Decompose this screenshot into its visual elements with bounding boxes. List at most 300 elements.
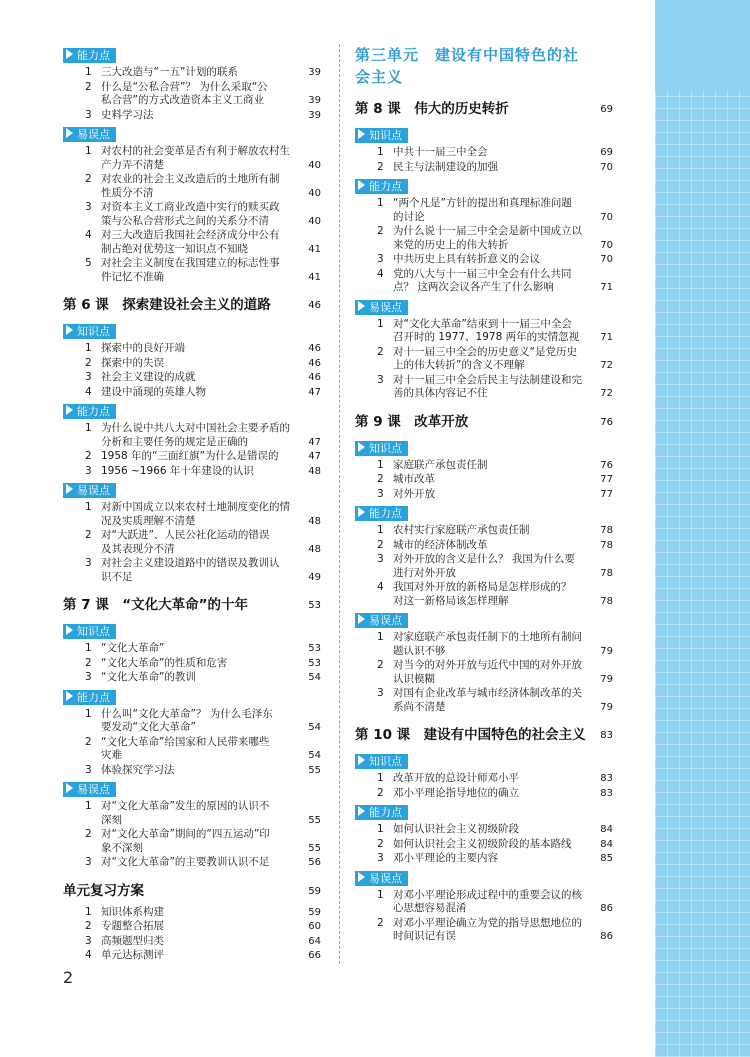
toc-entry-number: 2 <box>85 450 92 462</box>
section-tag-row <box>355 175 613 196</box>
section-tag-ability <box>63 404 116 419</box>
toc-entry-number: 1 <box>377 631 384 643</box>
toc-entry-line: 系尚不清楚 <box>393 700 446 713</box>
toc-entry-line: 中共十一届三中全会 <box>393 146 488 158</box>
toc-entry-line: “文化大革命”的性质和危害 <box>101 656 228 669</box>
section-tag-row <box>355 124 613 145</box>
lesson-title: 第 7 课 “文化大革命”的十年 <box>63 597 249 613</box>
play-arrow-icon <box>358 507 365 517</box>
toc-entry-line: 为什么说十一届三中全会是新中国成立以 <box>393 225 582 237</box>
toc-entry-line: 社会主义建设的成就 <box>101 371 196 383</box>
toc-entry-page-number: 64 <box>308 935 321 947</box>
toc-entry[interactable] <box>63 671 321 685</box>
toc-entry-number: 3 <box>85 763 92 776</box>
toc-entry-number: 2 <box>85 529 92 541</box>
section-tag-row <box>63 44 321 65</box>
toc-entry-page-number: 40 <box>308 187 321 199</box>
toc-entry-page-number: 54 <box>308 672 321 683</box>
toc-entry-line: 1958 年的“三面红旗”为什么是错误的 <box>101 450 279 462</box>
toc-entry-number: 3 <box>377 553 384 565</box>
toc-entry-page-number: 56 <box>308 857 321 868</box>
toc-entry-number: 1 <box>85 800 92 812</box>
lesson-heading[interactable] <box>63 596 321 614</box>
section-tag-label: 易误点 <box>77 484 110 497</box>
section-tag-row <box>63 686 321 707</box>
toc-entry[interactable] <box>63 501 321 528</box>
toc-entry-number: 3 <box>377 373 384 386</box>
section-tag-row <box>63 479 321 500</box>
toc-entry-text <box>101 501 297 528</box>
toc-entry-number: 3 <box>85 108 92 121</box>
section-tag-error <box>63 782 116 797</box>
toc-entry-text <box>101 145 297 172</box>
toc-entry-line: 民主与法制建设的加强 <box>393 160 498 173</box>
toc-entry-page-number: 48 <box>308 465 321 477</box>
toc-entry-text <box>101 657 297 671</box>
toc-entry-page-number: 70 <box>600 239 613 251</box>
toc-entry-number: 4 <box>85 229 92 241</box>
lesson-page-number: 59 <box>308 885 321 897</box>
toc-entry-number: 2 <box>377 160 384 173</box>
toc-entry[interactable] <box>63 657 321 671</box>
toc-entry-line: 对“文化大革命”的主要教训认识不足 <box>101 856 270 868</box>
toc-entry-text <box>101 800 297 827</box>
toc-entry-line: 农村实行家庭联产承包责任制 <box>393 524 530 536</box>
toc-entry-line: “文化大革命” <box>101 642 165 654</box>
toc-entry-text <box>101 229 297 256</box>
toc-entry-page-number: 78 <box>600 525 613 536</box>
section-tag-label: 能力点 <box>77 49 110 62</box>
toc-entry-line: 召开时的 1977、1978 两年的实情忽视 <box>393 331 580 343</box>
toc-entry[interactable] <box>63 257 321 284</box>
toc-entry-page-number: 54 <box>308 750 321 761</box>
toc-entry-page-number: 77 <box>600 488 613 500</box>
section-tag-error <box>355 871 408 886</box>
toc-entry-line: 及其表现分不清 <box>101 542 175 555</box>
toc-entry-text <box>393 659 589 686</box>
toc-entry[interactable] <box>355 631 613 658</box>
toc-entry[interactable] <box>63 529 321 556</box>
toc-entry-line: “文化大革命”的教训 <box>101 671 196 683</box>
section-tag-label: 知识点 <box>77 325 110 338</box>
toc-entry-line: 来党的历史上的伟大转折 <box>393 238 509 251</box>
toc-entry[interactable] <box>63 642 321 656</box>
toc-entry-text <box>393 852 589 866</box>
toc-entry[interactable] <box>63 906 321 920</box>
lesson-title: 第 9 课 改革开放 <box>355 413 469 430</box>
toc-entry[interactable] <box>63 422 321 449</box>
toc-entry[interactable] <box>63 920 321 934</box>
lesson-page-number: 83 <box>600 730 613 741</box>
toc-entry-number: 3 <box>377 687 384 699</box>
toc-entry-page-number: 72 <box>600 360 613 371</box>
play-arrow-icon <box>66 325 73 335</box>
toc-entry[interactable] <box>63 856 321 870</box>
toc-entry-page-number: 86 <box>600 931 613 942</box>
play-arrow-icon <box>66 625 73 635</box>
toc-entry-page-number: 48 <box>308 543 321 555</box>
toc-entry-text <box>393 318 589 345</box>
toc-entry[interactable] <box>355 374 613 401</box>
lesson-title: 第 6 课 探索建设社会主义的道路 <box>63 297 271 313</box>
toc-entry[interactable] <box>63 386 321 400</box>
toc-entry[interactable] <box>355 687 613 714</box>
toc-entry-number: 1 <box>85 66 92 78</box>
toc-entry-text <box>101 935 297 949</box>
toc-entry-page-number: 79 <box>600 701 613 713</box>
lesson-title: 单元复习方案 <box>63 882 144 899</box>
toc-entry-text <box>393 524 589 538</box>
toc-entry-page-number: 59 <box>308 906 321 918</box>
toc-entry-line: 进行对外开放 <box>393 566 456 579</box>
toc-entry-line: 单元达标测评 <box>101 949 164 961</box>
toc-entry-line: 我国对外开放的新格局是怎样形成的？ <box>393 581 572 593</box>
toc-entry-line: 对“大跃进”、人民公社化运动的错误 <box>101 529 270 541</box>
toc-entry-page-number: 40 <box>308 159 321 171</box>
section-tag-label: 能力点 <box>369 507 402 520</box>
toc-entry-line: 时间识记有误 <box>393 930 456 942</box>
toc-entry-line: 探索中的良好开端 <box>101 342 185 354</box>
toc-entry[interactable] <box>355 268 613 295</box>
toc-entry-number: 1 <box>85 905 92 918</box>
toc-entry-line: 专题整合拓展 <box>101 920 164 932</box>
toc-entry-number: 2 <box>377 837 384 850</box>
toc-entry-number: 2 <box>85 735 92 748</box>
toc-entry-page-number: 76 <box>600 459 613 471</box>
toc-entry-text <box>101 109 297 123</box>
toc-entry[interactable] <box>63 450 321 464</box>
toc-entry-number: 4 <box>377 581 384 593</box>
toc-entry[interactable] <box>355 539 613 553</box>
toc-entry[interactable] <box>63 81 321 108</box>
toc-entry[interactable] <box>63 201 321 228</box>
toc-entry-number: 3 <box>85 557 92 569</box>
toc-entry[interactable] <box>63 465 321 479</box>
toc-entry-line: 对国有企业改革与城市经济体制改革的关 <box>393 687 582 699</box>
section-tag-row <box>355 750 613 771</box>
unit-title-line: 第三单元 建设有中国特色的社 <box>355 46 580 64</box>
toc-entry-page-number: 71 <box>600 282 613 293</box>
lesson-heading[interactable] <box>355 726 613 744</box>
toc-entry-number: 2 <box>377 786 384 799</box>
toc-entry-line: 分析和主要任务的规定是正确的 <box>101 435 248 448</box>
toc-entry[interactable] <box>63 371 321 385</box>
toc-entry-line: 知识体系构建 <box>101 905 164 918</box>
toc-entry-line: 城市改革 <box>393 473 435 485</box>
toc-entry-text <box>101 81 297 108</box>
toc-entry-number: 3 <box>377 253 384 265</box>
column-divider <box>339 44 340 964</box>
toc-entry-line: 识不足 <box>101 570 133 583</box>
toc-entry-number: 1 <box>85 145 92 157</box>
section-tag-row <box>355 437 613 458</box>
toc-entry-line: 对邓小平理论形成过程中的重要会议的核 <box>393 888 582 901</box>
section-tag-ability <box>355 805 408 820</box>
toc-entry-line: 1956 ~1966 年十年建设的认识 <box>101 464 254 477</box>
toc-entry-page-number: 41 <box>308 243 321 255</box>
play-arrow-icon <box>66 783 73 793</box>
section-tag-label: 能力点 <box>77 405 110 418</box>
toc-entry-line: 对外开放的含义是什么？ 我国为什么要 <box>393 553 575 565</box>
section-tag-ability <box>63 48 116 63</box>
toc-entry-text <box>393 581 589 608</box>
toc-entry-number: 2 <box>85 920 92 932</box>
section-tag-error <box>355 300 408 315</box>
toc-entry[interactable] <box>355 659 613 686</box>
lesson-title: 第 10 课 建设有中国特色的社会主义 <box>355 727 586 743</box>
toc-entry-page-number: 55 <box>308 764 321 776</box>
toc-entry-text <box>101 342 297 356</box>
toc-entry-number: 1 <box>377 823 384 835</box>
toc-entry[interactable] <box>355 581 613 608</box>
toc-entry[interactable] <box>355 889 613 916</box>
toc-entry-number: 1 <box>85 342 92 354</box>
lesson-title: 第 8 课 伟大的历史转折 <box>355 101 509 117</box>
toc-entry-text <box>393 473 589 487</box>
toc-entry-number: 1 <box>377 146 384 158</box>
toc-entry-text <box>393 488 589 502</box>
lesson-page-number: 46 <box>308 300 321 311</box>
section-tag-row <box>63 778 321 799</box>
toc-entry-text <box>101 450 297 464</box>
toc-right-column <box>355 44 613 945</box>
toc-entry-text <box>101 906 297 920</box>
lesson-heading[interactable] <box>63 296 321 314</box>
toc-entry-page-number: 48 <box>308 515 321 527</box>
toc-entry-line: 如何认识社会主义初级阶段的基本路线 <box>393 837 572 850</box>
toc-entry[interactable] <box>355 161 613 175</box>
lesson-heading[interactable] <box>63 882 321 900</box>
toc-entry-text <box>393 823 589 837</box>
section-tag-row <box>355 502 613 523</box>
toc-entry[interactable] <box>355 838 613 852</box>
section-tag-label: 知识点 <box>369 441 402 455</box>
section-tag-row <box>355 801 613 822</box>
toc-entry-number: 1 <box>377 888 384 901</box>
toc-entry-page-number: 70 <box>600 254 613 265</box>
toc-entry-text <box>393 917 589 944</box>
lesson-page-number: 53 <box>308 600 321 611</box>
unit-title-line: 会主义 <box>355 68 404 86</box>
section-tag-ability <box>355 506 408 521</box>
toc-entry[interactable] <box>355 488 613 502</box>
toc-entry-line: 对外开放 <box>393 487 435 500</box>
toc-entry-text <box>101 257 297 284</box>
lesson-page-number: 69 <box>600 104 613 115</box>
toc-entry-page-number: 78 <box>600 595 613 607</box>
toc-entry[interactable] <box>63 173 321 200</box>
toc-entry-line: 对“文化大革命”结束到十一届三中全会 <box>393 317 572 330</box>
toc-entry-page-number: 83 <box>600 773 613 784</box>
toc-entry-page-number: 69 <box>600 147 613 158</box>
play-arrow-icon <box>66 49 73 59</box>
toc-entry-number: 4 <box>377 267 384 280</box>
toc-entry-line: 改革开放的总设计师邓小平 <box>393 772 519 784</box>
toc-entry-number: 1 <box>377 317 384 330</box>
unit-title <box>355 44 613 88</box>
toc-entry-text <box>101 949 297 963</box>
toc-entry-page-number: 49 <box>308 571 321 583</box>
toc-entry[interactable] <box>355 459 613 473</box>
toc-entry[interactable] <box>355 346 613 373</box>
toc-left-column <box>63 44 321 964</box>
toc-entry[interactable] <box>355 823 613 837</box>
toc-entry-text <box>101 828 297 855</box>
toc-entry-line: 私合营”的方式改造资本主义工商业 <box>101 94 264 106</box>
toc-entry[interactable] <box>63 229 321 256</box>
toc-entry[interactable] <box>63 66 321 80</box>
toc-entry[interactable] <box>63 949 321 963</box>
section-tag-label: 易误点 <box>369 614 402 627</box>
toc-entry[interactable] <box>63 935 321 949</box>
toc-entry[interactable] <box>63 557 321 584</box>
toc-entry[interactable] <box>63 342 321 356</box>
toc-entry-text <box>393 838 589 852</box>
toc-entry-line: 上的伟大转折”的含义不理解 <box>393 359 525 371</box>
play-arrow-icon <box>66 484 73 494</box>
toc-entry-number: 1 <box>377 458 384 471</box>
section-tag-label: 能力点 <box>369 806 402 819</box>
section-tag-row <box>355 296 613 317</box>
toc-entry[interactable] <box>355 852 613 866</box>
toc-entry-text <box>101 708 297 735</box>
lesson-heading[interactable] <box>355 413 613 431</box>
toc-entry-page-number: 84 <box>600 838 613 850</box>
toc-entry[interactable] <box>355 473 613 487</box>
toc-entry[interactable] <box>355 787 613 801</box>
toc-entry-line: “文化大革命”给国家和人民带来哪些 <box>101 735 270 748</box>
toc-entry[interactable] <box>355 318 613 345</box>
toc-entry-text <box>101 201 297 228</box>
toc-entry-page-number: 47 <box>308 436 321 448</box>
toc-entry[interactable] <box>63 828 321 855</box>
toc-entry-page-number: 46 <box>308 357 321 369</box>
toc-entry[interactable] <box>355 524 613 538</box>
toc-entry-number: 3 <box>377 852 384 864</box>
toc-entry[interactable] <box>355 772 613 786</box>
toc-entry[interactable] <box>63 708 321 735</box>
section-tag-knowledge <box>63 324 116 339</box>
toc-entry[interactable] <box>355 146 613 160</box>
toc-entry-number: 3 <box>85 856 92 868</box>
toc-entry-line: 象不深刻 <box>101 841 143 854</box>
toc-entry-page-number: 39 <box>308 67 321 78</box>
toc-entry-page-number: 70 <box>600 161 613 173</box>
toc-entry[interactable] <box>355 225 613 252</box>
toc-entry-line: 党的八大与十一届三中全会有什么共同 <box>393 267 572 280</box>
toc-entry-number: 2 <box>85 656 92 669</box>
toc-entry-page-number: 78 <box>600 567 613 579</box>
toc-entry-text <box>393 889 589 916</box>
play-arrow-icon <box>358 614 365 624</box>
toc-entry-page-number: 53 <box>308 643 321 654</box>
toc-entry[interactable] <box>355 917 613 944</box>
toc-entry-line: 对这一新格局该怎样理解 <box>393 594 509 607</box>
toc-entry-text <box>101 173 297 200</box>
section-tag-knowledge <box>355 128 408 143</box>
section-tag-label: 知识点 <box>77 625 110 638</box>
toc-entry-page-number: 55 <box>308 842 321 854</box>
toc-entry-line: 制占绝对优势这一知识点不知晓 <box>101 242 248 255</box>
toc-entry-number: 1 <box>85 707 92 720</box>
lesson-page-number: 76 <box>600 416 613 428</box>
toc-entry-page-number: 70 <box>600 211 613 223</box>
toc-entry-line: 题认识不够 <box>393 644 446 657</box>
toc-entry-number: 3 <box>85 201 92 213</box>
toc-entry-text <box>101 764 297 778</box>
toc-entry-line: 邓小平理论的主要内容 <box>393 852 498 864</box>
toc-entry-text <box>393 374 589 401</box>
toc-entry-text <box>101 557 297 584</box>
toc-entry-number: 2 <box>377 659 384 671</box>
toc-entry[interactable] <box>63 145 321 172</box>
lesson-heading[interactable] <box>355 100 613 118</box>
toc-entry-page-number: 71 <box>600 332 613 343</box>
toc-entry[interactable] <box>355 553 613 580</box>
toc-entry-line: 对社会主义建设道路中的错误及教训认 <box>101 557 280 569</box>
toc-entry-text <box>101 856 297 870</box>
toc-entry-page-number: 78 <box>600 539 613 551</box>
play-arrow-icon <box>358 129 365 139</box>
toc-entry[interactable] <box>355 253 613 267</box>
toc-entry-line: 对“文化大革命”发生的原因的认识不 <box>101 800 270 812</box>
toc-entry-page-number: 85 <box>600 853 613 864</box>
toc-entry-page-number: 72 <box>600 388 613 399</box>
toc-entry-page-number: 39 <box>308 109 321 121</box>
toc-entry-text <box>393 553 589 580</box>
toc-entry[interactable] <box>63 764 321 778</box>
toc-entry-line: 对新中国成立以来农村土地制度变化的情 <box>101 501 290 513</box>
section-tag-label: 知识点 <box>369 129 402 142</box>
toc-entry-text <box>393 146 589 160</box>
toc-entry-text <box>101 66 297 80</box>
toc-entry-page-number: 47 <box>308 386 321 398</box>
toc-entry-line: 对邓小平理论确立为党的指导思想地位的 <box>393 916 582 929</box>
decorative-side-strip <box>655 0 750 1057</box>
toc-entry-line: 建设中涌现的英雄人物 <box>101 385 206 398</box>
toc-entry-number: 1 <box>85 422 92 434</box>
toc-entry-text <box>101 642 297 656</box>
toc-entry-text <box>101 920 297 934</box>
toc-entry-page-number: 86 <box>600 903 613 914</box>
play-arrow-icon <box>358 806 365 816</box>
toc-entry[interactable] <box>63 736 321 763</box>
toc-entry-line: 件记忆不准确 <box>101 270 164 283</box>
toc-entry-number: 2 <box>377 345 384 358</box>
toc-entry-line: 策与公私合营形式之间的关系分不清 <box>101 214 269 227</box>
toc-entry-text <box>393 787 589 801</box>
toc-entry[interactable] <box>63 800 321 827</box>
toc-entry-line: 探索中的失误 <box>101 356 164 369</box>
toc-entry[interactable] <box>355 197 613 224</box>
toc-entry-page-number: 46 <box>308 343 321 354</box>
toc-entry-line: 况及实质理解不清楚 <box>101 514 196 527</box>
toc-entry-line: “两个凡是”方针的提出和真理标准问题 <box>393 197 572 209</box>
toc-entry-line: 什么是“公私合营”？ 为什么采取“公 <box>101 80 268 93</box>
toc-entry-page-number: 47 <box>308 451 321 462</box>
toc-entry-line: 对农村的社会变革是否有利于解放农村生 <box>101 145 290 157</box>
toc-entry-text <box>101 671 297 685</box>
section-tag-error <box>355 613 408 628</box>
section-tag-error <box>63 483 116 498</box>
toc-entry-line: 对当今的对外开放与近代中国的对外开放 <box>393 659 582 671</box>
play-arrow-icon <box>66 128 73 138</box>
toc-entry-page-number: 79 <box>600 673 613 685</box>
toc-entry[interactable] <box>63 357 321 371</box>
section-tag-row <box>63 620 321 641</box>
toc-entry-number: 2 <box>85 356 92 369</box>
toc-entry[interactable] <box>63 109 321 123</box>
